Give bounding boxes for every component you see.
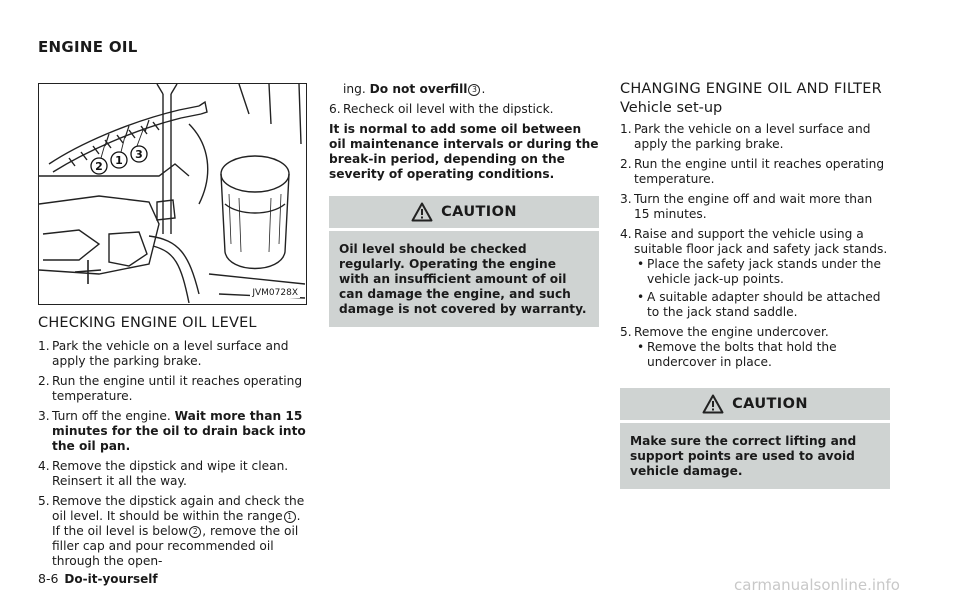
step-5-continuation: ing. Do not overfill 3 . — [343, 82, 486, 96]
oil-note: It is normal to add some oil between oil maintenance intervals or during the break-in period, depending on the severity of operating conditions. — [329, 122, 599, 181]
checking-continued — [329, 82, 599, 327]
caution-title: CAUTION — [732, 395, 808, 412]
checking-step-6-list — [329, 102, 599, 117]
marker-two-icon: 2 — [189, 526, 201, 538]
footer-section-name: Do-it-yourself — [64, 572, 158, 586]
bullet-item: • Place the safety jack stands under the vehicle jack-up points. — [637, 257, 890, 287]
callout-two: 2 — [95, 160, 103, 173]
caution-header — [620, 388, 890, 423]
page-number: 8-6 — [38, 571, 59, 586]
caution-box-lifting — [620, 388, 890, 489]
marker-one-icon: 1 — [284, 511, 296, 523]
checking-step-1: 1. Park the vehicle on a level surface and apply the parking brake. — [38, 339, 289, 368]
checking-step-4: 4. Remove the dipstick and wipe it clean. Reinsert it all the way. — [38, 459, 289, 488]
caution-box-oil-level — [329, 196, 599, 327]
page-footer — [38, 571, 158, 586]
bullet-item: • A suitable adapter should be attached to the jack stand saddle. — [637, 290, 890, 320]
bullet-item: • Remove the bolts that hold the undercover in place. — [637, 340, 890, 370]
section-heading-checking: CHECKING ENGINE OIL LEVEL — [38, 315, 257, 331]
marker-three-icon: 3 — [468, 84, 480, 96]
watermark: carmanualsonline.info — [734, 576, 900, 594]
checking-step-2: 2. Run the engine until it reaches operating temperature. — [38, 374, 303, 403]
changing-step-3: 3. Turn the engine off and wait more than 15 minutes. — [620, 192, 873, 221]
caution-text: Make sure the correct lifting and support points are used to avoid vehicle damage. — [630, 434, 857, 478]
changing-step-5-bullets — [634, 340, 890, 370]
engine-bay-drawing — [39, 84, 305, 303]
section-heading-changing: CHANGING ENGINE OIL AND FILTER — [620, 81, 882, 97]
changing-step-4: 4. Raise and support the vehicle using a suitable floor jack and safety jack stands. • Place the safety jack stands under the vehicle jack-up points. • A suitable adapter should be attached to the jack stand saddle. — [620, 227, 890, 320]
engine-oil-dipstick-illustration — [38, 83, 307, 305]
checking-steps — [38, 339, 308, 569]
warning-triangle-icon — [702, 394, 724, 414]
checking-section — [38, 316, 308, 574]
checking-step-3: 3. Turn off the engine. Wait more than 15 minutes for the oil to drain back into the oil pan. — [38, 409, 306, 453]
changing-step-4-bullets — [634, 257, 890, 320]
changing-section — [620, 82, 890, 489]
changing-step-1: 1. Park the vehicle on a level surface and apply the parking brake. — [620, 122, 871, 151]
figure-code: JVM0728X — [252, 288, 298, 298]
caution-header — [329, 196, 599, 231]
page-title: ENGINE OIL — [38, 38, 138, 56]
warning-triangle-icon — [411, 202, 433, 222]
changing-step-5: 5. Remove the engine undercover. • Remove the bolts that hold the undercover in place. — [620, 325, 890, 370]
changing-steps — [620, 122, 890, 370]
caution-text: Oil level should be checked regularly. Operating the engine with an insufficient amount of oil can damage the engine, and such damage is not covered by warranty. — [339, 242, 587, 316]
checking-step-6: 6. Recheck oil level with the dipstick. — [329, 102, 554, 116]
changing-step-2: 2. Run the engine until it reaches operating temperature. — [620, 157, 885, 186]
caution-title: CAUTION — [441, 203, 517, 220]
callout-one: 1 — [115, 154, 123, 167]
callout-three: 3 — [135, 148, 143, 161]
subheading-vehicle-setup: Vehicle set-up — [620, 100, 723, 116]
checking-step-5: 5. Remove the dipstick again and check the oil level. It should be within the range 1 . If the oil level is below 2 , remove the oil filler cap and pour recommended oil through the open- — [38, 494, 305, 568]
